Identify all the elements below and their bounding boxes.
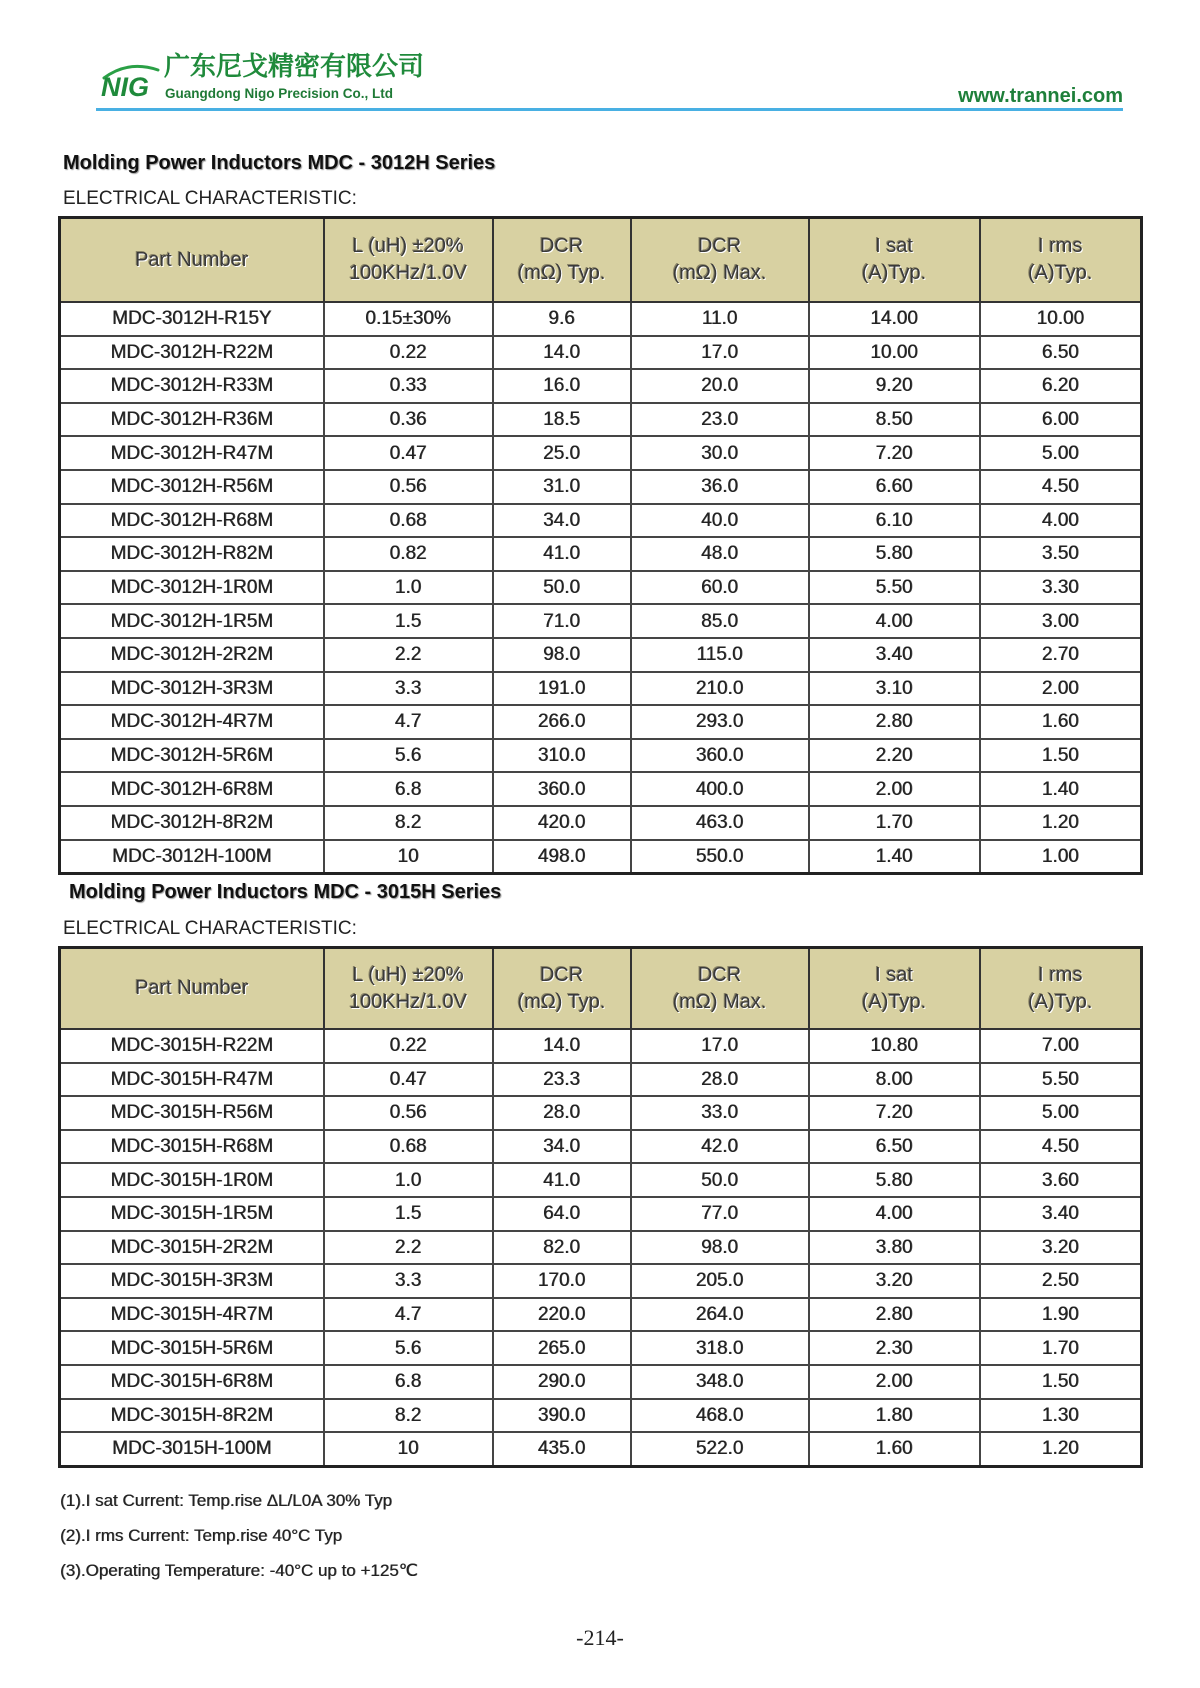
cell-inductance: 0.22 (324, 336, 493, 370)
table-row (60, 436, 1142, 470)
cell-dcr-typ: 498.0 (493, 840, 631, 874)
cell-dcr-max: 17.0 (631, 1029, 809, 1063)
cell-dcr-max: 463.0 (631, 806, 809, 840)
cell-dcr-max: 360.0 (631, 739, 809, 773)
cell-part-number: MDC-3015H-5R6M (60, 1331, 324, 1365)
table-row (60, 1197, 1142, 1231)
table-header-row (60, 948, 1142, 1030)
cell-inductance: 1.5 (324, 604, 493, 638)
column-header-label: I sat (875, 963, 913, 986)
cell-dcr-max: 40.0 (631, 504, 809, 538)
cell-part-number: MDC-3012H-8R2M (60, 806, 324, 840)
cell-isat: 1.60 (809, 1432, 980, 1466)
cell-dcr-typ: 31.0 (493, 470, 631, 504)
cell-part-number: MDC-3012H-3R3M (60, 672, 324, 706)
cell-isat: 8.00 (809, 1063, 980, 1097)
cell-isat: 10.00 (809, 336, 980, 370)
spec-table-3015h (58, 946, 1143, 1468)
table-header-row (60, 218, 1142, 303)
table-row (60, 1029, 1142, 1063)
cell-dcr-max: 468.0 (631, 1399, 809, 1433)
cell-dcr-max: 17.0 (631, 336, 809, 370)
cell-inductance: 5.6 (324, 739, 493, 773)
column-header-label: Part Number (135, 248, 249, 271)
table-row (60, 537, 1142, 571)
column-header-isat (809, 948, 980, 1030)
cell-part-number: MDC-3012H-6R8M (60, 772, 324, 806)
cell-irms: 3.00 (980, 604, 1142, 638)
cell-irms: 1.00 (980, 840, 1142, 874)
cell-irms: 3.50 (980, 537, 1142, 571)
column-header-label: (A)Typ. (1028, 262, 1093, 284)
table-row (60, 1163, 1142, 1197)
cell-irms: 3.40 (980, 1197, 1142, 1231)
cell-isat: 4.00 (809, 604, 980, 638)
cell-part-number: MDC-3015H-1R0M (60, 1163, 324, 1197)
cell-inductance: 0.36 (324, 403, 493, 437)
cell-dcr-max: 522.0 (631, 1432, 809, 1466)
cell-dcr-typ: 25.0 (493, 436, 631, 470)
cell-inductance: 0.68 (324, 1130, 493, 1164)
cell-irms: 2.70 (980, 638, 1142, 672)
cell-dcr-max: 205.0 (631, 1264, 809, 1298)
cell-isat: 6.10 (809, 504, 980, 538)
cell-dcr-typ: 18.5 (493, 403, 631, 437)
cell-dcr-typ: 220.0 (493, 1298, 631, 1332)
column-header-dcr-max (631, 948, 809, 1030)
cell-dcr-typ: 41.0 (493, 537, 631, 571)
cell-dcr-typ: 360.0 (493, 772, 631, 806)
note-isat: (1).I sat Current: Temp.rise ΔL/L0A 30% Typ (60, 1491, 392, 1510)
cell-inductance: 0.22 (324, 1029, 493, 1063)
cell-irms: 3.30 (980, 571, 1142, 605)
column-header-label: DCR (539, 235, 584, 257)
cell-part-number: MDC-3012H-4R7M (60, 705, 324, 739)
cell-irms: 2.00 (980, 672, 1142, 706)
cell-dcr-typ: 14.0 (493, 336, 631, 370)
table-row (60, 1432, 1142, 1466)
cell-irms: 4.50 (980, 470, 1142, 504)
table-row (60, 1231, 1142, 1265)
cell-dcr-max: 60.0 (631, 571, 809, 605)
cell-dcr-typ: 82.0 (493, 1231, 631, 1265)
cell-part-number: MDC-3015H-3R3M (60, 1264, 324, 1298)
table-row (60, 571, 1142, 605)
cell-dcr-typ: 41.0 (493, 1163, 631, 1197)
note-operating-temperature: (3).Operating Temperature: -40°C up to +125℃ (60, 1561, 418, 1580)
cell-inductance: 0.47 (324, 1063, 493, 1097)
cell-dcr-typ: 16.0 (493, 369, 631, 403)
cell-part-number: MDC-3015H-R22M (60, 1029, 324, 1063)
column-header-label: L (uH) ±20% (352, 235, 464, 257)
cell-dcr-max: 28.0 (631, 1063, 809, 1097)
cell-isat: 10.80 (809, 1029, 980, 1063)
logo-text: NIG (101, 72, 150, 102)
cell-dcr-max: 11.0 (631, 302, 809, 336)
cell-isat: 2.00 (809, 1365, 980, 1399)
cell-inductance: 0.82 (324, 537, 493, 571)
column-header-label: (A)Typ. (861, 990, 927, 1013)
website-link[interactable]: www.trannei.com (958, 85, 1123, 107)
cell-part-number: MDC-3012H-2R2M (60, 638, 324, 672)
cell-part-number: MDC-3012H-5R6M (60, 739, 324, 773)
cell-isat: 9.20 (809, 369, 980, 403)
cell-isat: 3.10 (809, 672, 980, 706)
cell-irms: 1.50 (980, 739, 1142, 773)
table-row (60, 604, 1142, 638)
table-row (60, 1331, 1142, 1365)
cell-inductance: 8.2 (324, 1399, 493, 1433)
cell-part-number: MDC-3012H-R56M (60, 470, 324, 504)
column-header-label: Part Number (135, 977, 249, 999)
cell-part-number: MDC-3015H-R68M (60, 1130, 324, 1164)
cell-dcr-typ: 23.3 (493, 1063, 631, 1097)
cell-dcr-typ: 98.0 (493, 638, 631, 672)
cell-dcr-max: 264.0 (631, 1298, 809, 1332)
cell-irms: 6.20 (980, 369, 1142, 403)
column-header-part-number (60, 948, 324, 1030)
cell-inductance: 4.7 (324, 705, 493, 739)
cell-inductance: 0.33 (324, 369, 493, 403)
cell-dcr-typ: 14.0 (493, 1029, 631, 1063)
cell-isat: 7.20 (809, 1096, 980, 1130)
column-header-label: (mΩ) Typ. (517, 262, 606, 284)
cell-irms: 7.00 (980, 1029, 1142, 1063)
cell-irms: 6.50 (980, 336, 1142, 370)
cell-dcr-typ: 34.0 (493, 1130, 631, 1164)
column-header-label: (A)Typ. (1028, 990, 1093, 1013)
cell-isat: 1.40 (809, 840, 980, 874)
cell-inductance: 0.47 (324, 436, 493, 470)
cell-dcr-max: 77.0 (631, 1197, 809, 1231)
cell-part-number: MDC-3012H-R68M (60, 504, 324, 538)
table-row (60, 840, 1142, 874)
cell-dcr-typ: 50.0 (493, 571, 631, 605)
cell-dcr-max: 293.0 (631, 705, 809, 739)
cell-dcr-typ: 435.0 (493, 1432, 631, 1466)
cell-isat: 2.80 (809, 1298, 980, 1332)
cell-irms: 1.20 (980, 806, 1142, 840)
cell-isat: 1.80 (809, 1399, 980, 1433)
cell-irms: 2.50 (980, 1264, 1142, 1298)
cell-part-number: MDC-3015H-R56M (60, 1096, 324, 1130)
cell-inductance: 1.5 (324, 1197, 493, 1231)
table-row (60, 1365, 1142, 1399)
cell-dcr-max: 210.0 (631, 672, 809, 706)
cell-part-number: MDC-3012H-1R5M (60, 604, 324, 638)
cell-isat: 6.60 (809, 470, 980, 504)
cell-dcr-typ: 64.0 (493, 1197, 631, 1231)
table-row (60, 403, 1142, 437)
cell-inductance: 8.2 (324, 806, 493, 840)
column-header-inductance (324, 218, 493, 303)
cell-dcr-typ: 170.0 (493, 1264, 631, 1298)
cell-inductance: 0.56 (324, 470, 493, 504)
cell-dcr-max: 348.0 (631, 1365, 809, 1399)
cell-isat: 5.80 (809, 1163, 980, 1197)
cell-isat: 2.80 (809, 705, 980, 739)
cell-inductance: 2.2 (324, 638, 493, 672)
cell-irms: 1.30 (980, 1399, 1142, 1433)
cell-inductance: 3.3 (324, 1264, 493, 1298)
cell-part-number: MDC-3015H-6R8M (60, 1365, 324, 1399)
note-irms: (2).I rms Current: Temp.rise 40°C Typ (60, 1526, 343, 1545)
column-header-part-number (60, 218, 324, 303)
cell-dcr-typ: 266.0 (493, 705, 631, 739)
cell-inductance: 10 (324, 840, 493, 874)
cell-inductance: 1.0 (324, 1163, 493, 1197)
cell-inductance: 6.8 (324, 772, 493, 806)
column-header-label: DCR (697, 963, 742, 986)
cell-part-number: MDC-3012H-100M (60, 840, 324, 874)
cell-dcr-max: 50.0 (631, 1163, 809, 1197)
cell-part-number: MDC-3012H-R47M (60, 436, 324, 470)
table-row (60, 672, 1142, 706)
cell-isat: 2.30 (809, 1331, 980, 1365)
section-title-3012h: Molding Power Inductors MDC - 3012H Series (63, 152, 496, 174)
cell-inductance: 3.3 (324, 672, 493, 706)
cell-inductance: 0.68 (324, 504, 493, 538)
header-divider (96, 108, 1123, 111)
page-number: -214- (576, 1625, 624, 1650)
cell-dcr-max: 33.0 (631, 1096, 809, 1130)
cell-dcr-max: 23.0 (631, 403, 809, 437)
table-row (60, 739, 1142, 773)
cell-dcr-typ: 191.0 (493, 672, 631, 706)
cell-isat: 14.00 (809, 302, 980, 336)
column-header-inductance (324, 948, 493, 1030)
cell-irms: 1.90 (980, 1298, 1142, 1332)
cell-inductance: 10 (324, 1432, 493, 1466)
table-row (60, 302, 1142, 336)
table-row (60, 1096, 1142, 1130)
table-row (60, 1063, 1142, 1097)
cell-isat: 1.70 (809, 806, 980, 840)
cell-part-number: MDC-3015H-1R5M (60, 1197, 324, 1231)
cell-inductance: 2.2 (324, 1231, 493, 1265)
cell-inductance: 0.15±30% (324, 302, 493, 336)
column-header-label: L (uH) ±20% (352, 963, 464, 986)
table-row (60, 369, 1142, 403)
cell-irms: 1.50 (980, 1365, 1142, 1399)
cell-irms: 10.00 (980, 302, 1142, 336)
company-name-english: Guangdong Nigo Precision Co., Ltd (165, 86, 393, 101)
cell-irms: 5.00 (980, 1096, 1142, 1130)
table-row (60, 1399, 1142, 1433)
cell-irms: 4.50 (980, 1130, 1142, 1164)
table-row (60, 705, 1142, 739)
cell-dcr-typ: 9.6 (493, 302, 631, 336)
cell-inductance: 6.8 (324, 1365, 493, 1399)
cell-dcr-max: 400.0 (631, 772, 809, 806)
cell-part-number: MDC-3012H-R82M (60, 537, 324, 571)
cell-inductance: 1.0 (324, 571, 493, 605)
cell-irms: 1.40 (980, 772, 1142, 806)
table-row (60, 806, 1142, 840)
cell-dcr-typ: 290.0 (493, 1365, 631, 1399)
cell-dcr-typ: 310.0 (493, 739, 631, 773)
cell-inductance: 5.6 (324, 1331, 493, 1365)
cell-isat: 2.00 (809, 772, 980, 806)
table-row (60, 1298, 1142, 1332)
table-row (60, 772, 1142, 806)
table-row (60, 470, 1142, 504)
cell-part-number: MDC-3015H-2R2M (60, 1231, 324, 1265)
cell-isat: 7.20 (809, 436, 980, 470)
column-header-label: DCR (697, 235, 742, 257)
cell-inductance: 4.7 (324, 1298, 493, 1332)
cell-dcr-typ: 71.0 (493, 604, 631, 638)
cell-dcr-typ: 390.0 (493, 1399, 631, 1433)
column-header-label: I sat (875, 235, 913, 257)
column-header-label: 100KHz/1.0V (349, 990, 467, 1013)
cell-irms: 1.60 (980, 705, 1142, 739)
cell-part-number: MDC-3012H-1R0M (60, 571, 324, 605)
cell-part-number: MDC-3012H-R15Y (60, 302, 324, 336)
cell-part-number: MDC-3015H-100M (60, 1432, 324, 1466)
cell-irms: 3.20 (980, 1231, 1142, 1265)
cell-isat: 5.80 (809, 537, 980, 571)
cell-part-number: MDC-3012H-R33M (60, 369, 324, 403)
cell-dcr-typ: 34.0 (493, 504, 631, 538)
column-header-irms (980, 948, 1142, 1030)
cell-isat: 3.80 (809, 1231, 980, 1265)
column-header-dcr-typ (493, 218, 631, 303)
company-name-chinese: 广东尼戈精密有限公司 (164, 52, 425, 82)
column-header-label: (mΩ) Typ. (517, 990, 606, 1013)
cell-dcr-max: 550.0 (631, 840, 809, 874)
cell-irms: 4.00 (980, 504, 1142, 538)
table-row (60, 504, 1142, 538)
cell-part-number: MDC-3012H-R22M (60, 336, 324, 370)
cell-part-number: MDC-3015H-8R2M (60, 1399, 324, 1433)
column-header-label: I rms (1038, 235, 1083, 257)
cell-irms: 6.00 (980, 403, 1142, 437)
column-header-dcr-max (631, 218, 809, 303)
section-subtitle-3012h: ELECTRICAL CHARACTERISTIC: (63, 188, 357, 209)
cell-irms: 5.00 (980, 436, 1142, 470)
cell-isat: 8.50 (809, 403, 980, 437)
section-title-3015h: Molding Power Inductors MDC - 3015H Series (69, 881, 502, 903)
cell-dcr-typ: 420.0 (493, 806, 631, 840)
column-header-label: DCR (539, 963, 584, 986)
section-subtitle-3015h: ELECTRICAL CHARACTERISTIC: (63, 918, 357, 939)
cell-inductance: 0.56 (324, 1096, 493, 1130)
column-header-dcr-typ (493, 948, 631, 1030)
column-header-label: (mΩ) Max. (672, 990, 767, 1013)
company-logo-icon (98, 56, 164, 104)
cell-isat: 3.20 (809, 1264, 980, 1298)
cell-irms: 1.70 (980, 1331, 1142, 1365)
cell-dcr-max: 36.0 (631, 470, 809, 504)
cell-part-number: MDC-3012H-R36M (60, 403, 324, 437)
table-row (60, 638, 1142, 672)
column-header-label: I rms (1038, 963, 1083, 986)
cell-irms: 1.20 (980, 1432, 1142, 1466)
column-header-label: (A)Typ. (861, 262, 927, 284)
cell-dcr-max: 20.0 (631, 369, 809, 403)
cell-dcr-max: 318.0 (631, 1331, 809, 1365)
page-header (0, 0, 1200, 115)
cell-part-number: MDC-3015H-R47M (60, 1063, 324, 1097)
cell-isat: 2.20 (809, 739, 980, 773)
column-header-label: 100KHz/1.0V (349, 262, 467, 284)
cell-isat: 5.50 (809, 571, 980, 605)
column-header-isat (809, 218, 980, 303)
cell-dcr-typ: 28.0 (493, 1096, 631, 1130)
spec-table-3012h (58, 216, 1143, 875)
cell-irms: 3.60 (980, 1163, 1142, 1197)
cell-isat: 3.40 (809, 638, 980, 672)
cell-dcr-max: 42.0 (631, 1130, 809, 1164)
cell-dcr-max: 98.0 (631, 1231, 809, 1265)
cell-dcr-typ: 265.0 (493, 1331, 631, 1365)
cell-isat: 6.50 (809, 1130, 980, 1164)
cell-dcr-max: 30.0 (631, 436, 809, 470)
table-row (60, 336, 1142, 370)
cell-part-number: MDC-3015H-4R7M (60, 1298, 324, 1332)
table-row (60, 1264, 1142, 1298)
cell-dcr-max: 115.0 (631, 638, 809, 672)
cell-isat: 4.00 (809, 1197, 980, 1231)
column-header-label: (mΩ) Max. (672, 262, 767, 284)
cell-dcr-max: 48.0 (631, 537, 809, 571)
cell-irms: 5.50 (980, 1063, 1142, 1097)
column-header-irms (980, 218, 1142, 303)
cell-dcr-max: 85.0 (631, 604, 809, 638)
table-row (60, 1130, 1142, 1164)
